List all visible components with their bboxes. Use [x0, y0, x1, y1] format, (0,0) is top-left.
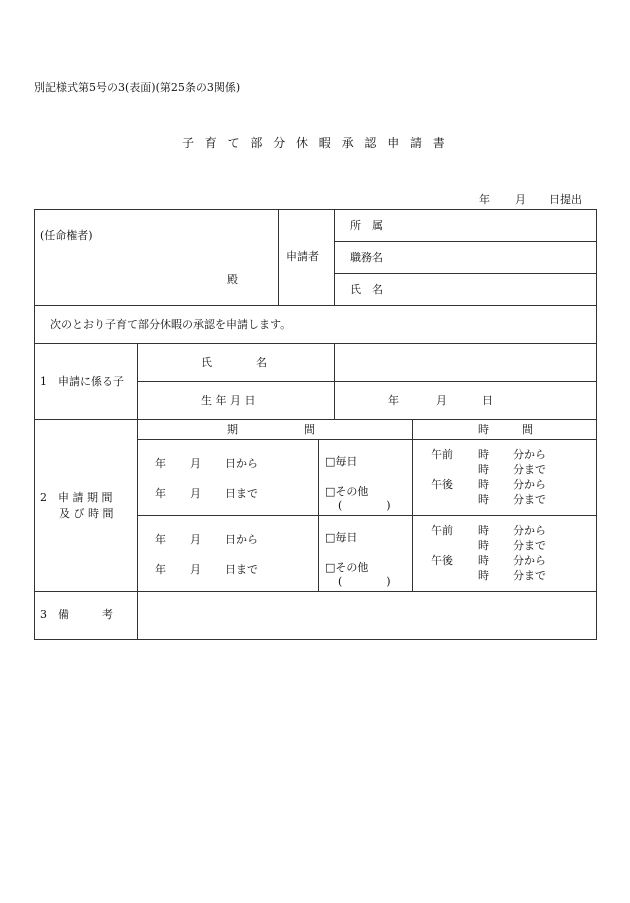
am-to-hour: 時	[478, 539, 489, 552]
am-from-minute: 分から	[513, 448, 546, 461]
to-day: 日まで	[225, 487, 258, 500]
am-to-minute: 分まで	[513, 539, 546, 552]
pm-to-hour: 時	[478, 493, 489, 506]
daily-checkbox[interactable]: □毎日	[325, 531, 358, 544]
section-period-label-2: 及 び 時 間	[59, 507, 114, 520]
authority-honorific: 殿	[227, 273, 238, 286]
from-day: 日から	[225, 533, 258, 546]
birth-year-label: 年	[388, 394, 399, 407]
section-remarks-label: 3 備 考	[40, 608, 113, 621]
affiliation-label: 所 属	[350, 219, 383, 232]
am-to-minute: 分まで	[513, 463, 546, 476]
from-day: 日から	[225, 457, 258, 470]
am-to-hour: 時	[478, 463, 489, 476]
section-child-label: 1 申請に係る子	[40, 375, 124, 388]
to-month: 月	[190, 563, 201, 576]
pm-label: 午後	[431, 554, 453, 567]
time-column-header: 時 間	[478, 423, 533, 436]
submit-month-label: 月	[515, 193, 526, 206]
pm-from-hour: 時	[478, 554, 489, 567]
from-month: 月	[190, 457, 201, 470]
applicant-name-label: 氏 名	[350, 283, 383, 296]
am-from-hour: 時	[478, 448, 489, 461]
page-title: 子育て部分休暇承認申請書	[182, 136, 456, 150]
period-column-header: 期 間	[227, 423, 315, 436]
am-label: 午前	[431, 524, 453, 537]
birth-day-label: 日	[482, 394, 493, 407]
section-period-label: 2 申 請 期 間	[40, 491, 113, 504]
pm-to-hour: 時	[478, 569, 489, 582]
authority-label: (任命権者)	[40, 229, 93, 242]
form-reference: 別記様式第5号の3(表面)(第25条の3関係)	[34, 81, 241, 94]
child-birth-label: 生 年 月 日	[201, 394, 256, 407]
to-day: 日まで	[225, 563, 258, 576]
pm-label: 午後	[431, 478, 453, 491]
pm-to-minute: 分まで	[513, 493, 546, 506]
pm-from-minute: 分から	[513, 478, 546, 491]
from-year: 年	[155, 533, 166, 546]
to-year: 年	[155, 563, 166, 576]
submit-day-label: 日提出	[549, 193, 582, 206]
to-month: 月	[190, 487, 201, 500]
other-paren: ( )	[338, 575, 391, 588]
applicant-label: 申請者	[286, 250, 319, 263]
other-checkbox[interactable]: □その他	[325, 485, 369, 498]
to-year: 年	[155, 487, 166, 500]
daily-checkbox[interactable]: □毎日	[325, 455, 358, 468]
remarks-field[interactable]	[138, 592, 595, 638]
job-title-label: 職務名	[350, 251, 383, 264]
application-statement: 次のとおり子育て部分休暇の承認を申請します。	[50, 318, 292, 331]
from-year: 年	[155, 457, 166, 470]
child-name-label: 氏 名	[201, 356, 267, 369]
pm-from-minute: 分から	[513, 554, 546, 567]
other-paren: ( )	[338, 499, 391, 512]
submit-year-label: 年	[479, 193, 490, 206]
pm-from-hour: 時	[478, 478, 489, 491]
am-label: 午前	[431, 448, 453, 461]
pm-to-minute: 分まで	[513, 569, 546, 582]
birth-month-label: 月	[436, 394, 447, 407]
am-from-hour: 時	[478, 524, 489, 537]
other-checkbox[interactable]: □その他	[325, 561, 369, 574]
from-month: 月	[190, 533, 201, 546]
am-from-minute: 分から	[513, 524, 546, 537]
